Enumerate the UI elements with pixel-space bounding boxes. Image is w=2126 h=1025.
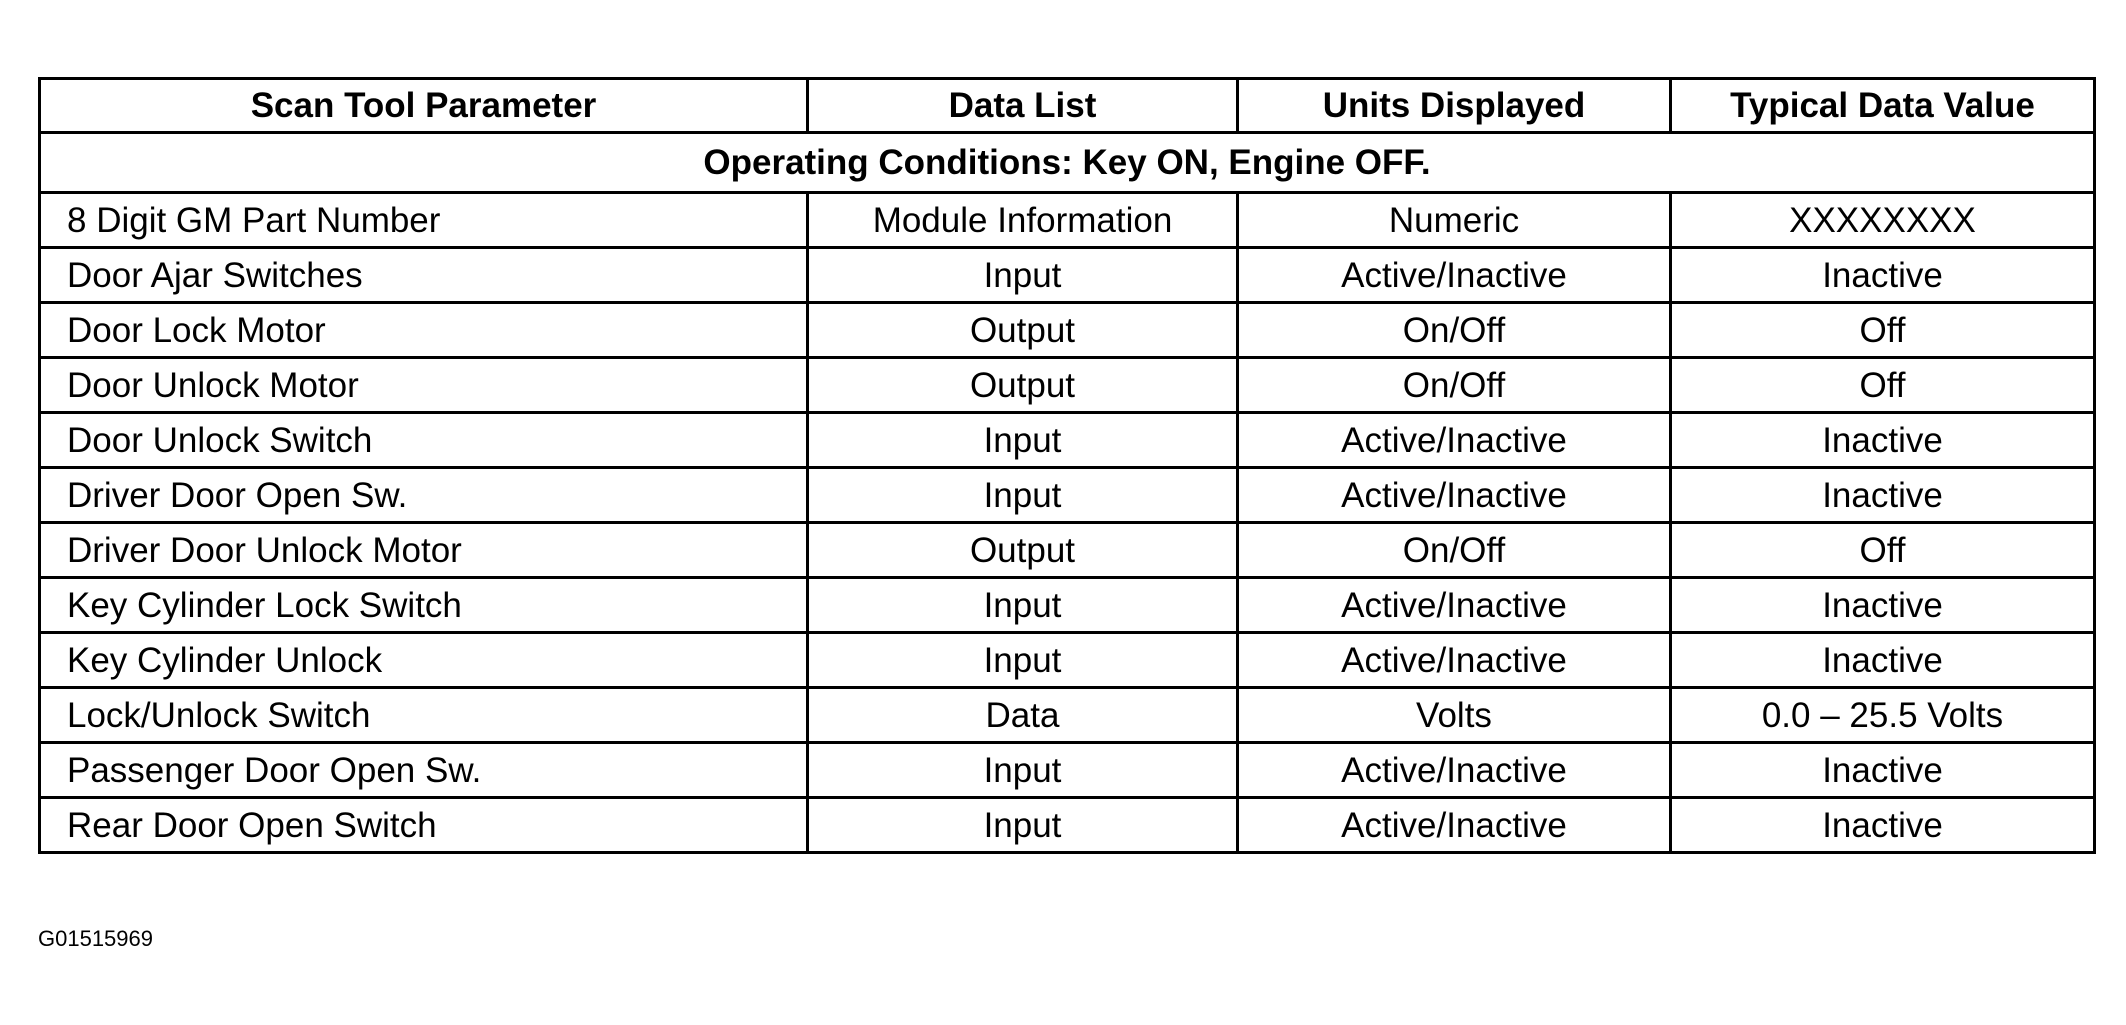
units-cell: On/Off — [1238, 523, 1671, 578]
data-list-cell: Output — [808, 303, 1238, 358]
typical-value-cell: Inactive — [1671, 798, 2095, 853]
param-cell: Rear Door Open Switch — [40, 798, 808, 853]
typical-value-cell: Off — [1671, 523, 2095, 578]
table-row — [40, 633, 2095, 688]
param-cell: Key Cylinder Lock Switch — [40, 578, 808, 633]
param-cell: Door Unlock Motor — [40, 358, 808, 413]
operating-conditions-row — [40, 133, 2095, 193]
data-list-cell: Output — [808, 523, 1238, 578]
scan-tool-data-table — [38, 77, 2096, 854]
units-cell: On/Off — [1238, 358, 1671, 413]
units-cell: Active/Inactive — [1238, 743, 1671, 798]
param-cell: Key Cylinder Unlock — [40, 633, 808, 688]
table-row — [40, 798, 2095, 853]
typical-value-cell: Inactive — [1671, 248, 2095, 303]
table-row — [40, 303, 2095, 358]
units-cell: Active/Inactive — [1238, 578, 1671, 633]
units-cell: Active/Inactive — [1238, 413, 1671, 468]
table-row — [40, 248, 2095, 303]
data-list-cell: Input — [808, 743, 1238, 798]
data-list-cell: Input — [808, 413, 1238, 468]
figure-id: G01515969 — [38, 926, 153, 951]
typical-value-cell: XXXXXXXX — [1671, 193, 2095, 248]
param-cell: Door Unlock Switch — [40, 413, 808, 468]
header-scan-tool-parameter: Scan Tool Parameter — [40, 79, 808, 133]
header-units-displayed: Units Displayed — [1238, 79, 1671, 133]
data-list-cell: Input — [808, 468, 1238, 523]
typical-value-cell: Inactive — [1671, 468, 2095, 523]
table-row — [40, 358, 2095, 413]
data-list-cell: Input — [808, 248, 1238, 303]
data-list-cell: Input — [808, 633, 1238, 688]
units-cell: Active/Inactive — [1238, 248, 1671, 303]
param-cell: Passenger Door Open Sw. — [40, 743, 808, 798]
units-cell: Active/Inactive — [1238, 633, 1671, 688]
param-cell: Driver Door Unlock Motor — [40, 523, 808, 578]
header-typical-data-value: Typical Data Value — [1671, 79, 2095, 133]
param-cell: Lock/Unlock Switch — [40, 688, 808, 743]
data-list-cell: Input — [808, 798, 1238, 853]
table-row — [40, 523, 2095, 578]
units-cell: On/Off — [1238, 303, 1671, 358]
param-cell: 8 Digit GM Part Number — [40, 193, 808, 248]
typical-value-cell: Inactive — [1671, 578, 2095, 633]
units-cell: Active/Inactive — [1238, 468, 1671, 523]
units-cell: Active/Inactive — [1238, 798, 1671, 853]
param-cell: Door Lock Motor — [40, 303, 808, 358]
data-list-cell: Data — [808, 688, 1238, 743]
table-body — [40, 133, 2095, 853]
table-row — [40, 578, 2095, 633]
data-list-cell: Module Information — [808, 193, 1238, 248]
param-cell: Door Ajar Switches — [40, 248, 808, 303]
units-cell: Numeric — [1238, 193, 1671, 248]
typical-value-cell: Off — [1671, 303, 2095, 358]
data-list-cell: Output — [808, 358, 1238, 413]
table-row — [40, 413, 2095, 468]
typical-value-cell: Inactive — [1671, 743, 2095, 798]
typical-value-cell: Inactive — [1671, 413, 2095, 468]
table-row — [40, 743, 2095, 798]
table-row — [40, 688, 2095, 743]
table-header-row — [40, 79, 2095, 133]
table-row — [40, 193, 2095, 248]
header-data-list: Data List — [808, 79, 1238, 133]
units-cell: Volts — [1238, 688, 1671, 743]
typical-value-cell: Inactive — [1671, 633, 2095, 688]
data-list-cell: Input — [808, 578, 1238, 633]
operating-conditions: Operating Conditions: Key ON, Engine OFF. — [40, 133, 2095, 193]
param-cell: Driver Door Open Sw. — [40, 468, 808, 523]
table-row — [40, 468, 2095, 523]
typical-value-cell: 0.0 – 25.5 Volts — [1671, 688, 2095, 743]
typical-value-cell: Off — [1671, 358, 2095, 413]
